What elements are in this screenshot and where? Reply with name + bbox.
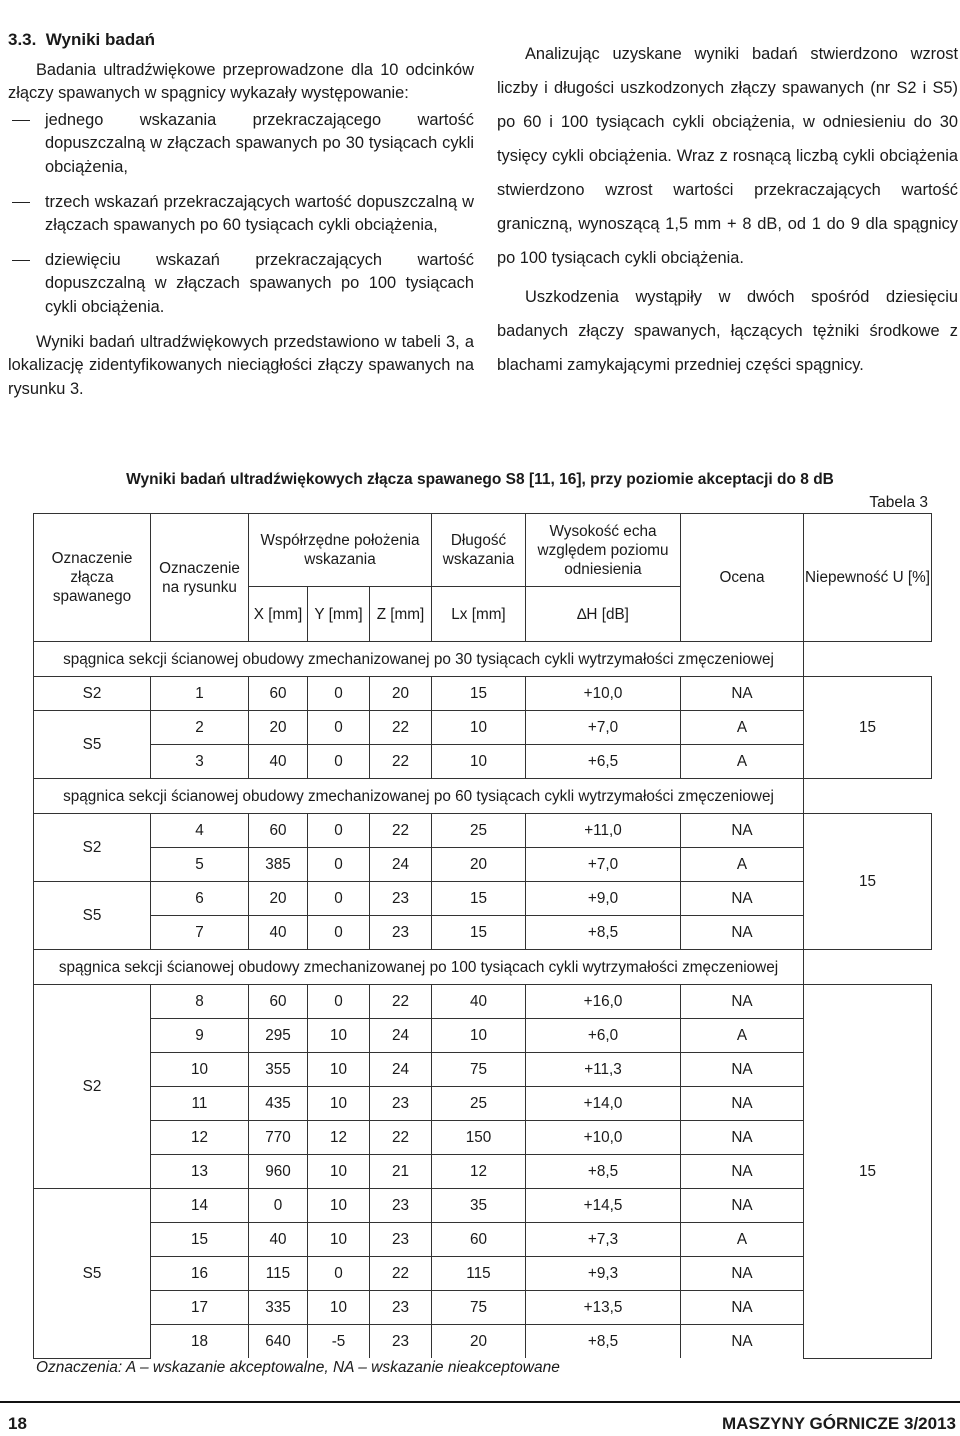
table-cell: 8: [151, 985, 249, 1019]
table-cell: 115: [249, 1257, 308, 1291]
table-cell: 10: [308, 1087, 370, 1121]
table-cell: 24: [370, 1019, 432, 1053]
header-rating: Ocena: [681, 514, 804, 642]
section-label: spągnica sekcji ścianowej obudowy zmechanizowanej po 100 tysiącach cykli wytrzymałości zmęczeniowej: [34, 950, 804, 985]
table-cell: 0: [308, 985, 370, 1019]
table-cell: 22: [370, 711, 432, 745]
table-cell: 12: [432, 1155, 526, 1189]
section-label: spągnica sekcji ścianowej obudowy zmechanizowanej po 30 tysiącach cykli wytrzymałości zmęczeniowej: [34, 642, 804, 677]
table-cell: 770: [249, 1121, 308, 1155]
table-cell: 23: [370, 882, 432, 916]
table-cell: +8,5: [526, 1155, 681, 1189]
table-cell: 0: [308, 916, 370, 950]
table-cell: 2: [151, 711, 249, 745]
table-section-row: [34, 779, 932, 814]
table-cell: 15: [151, 1223, 249, 1257]
table-cell: 13: [151, 1155, 249, 1189]
table-cell: 0: [308, 882, 370, 916]
table-cell: 40: [249, 1223, 308, 1257]
left-column: [8, 28, 474, 401]
list-item: jednego wskazania przekraczającego wartość dopuszczalną w złączach spawanych po 30 tysiącach cykli obciążenia,: [8, 109, 474, 180]
table-cell: 295: [249, 1019, 308, 1053]
table-cell: 385: [249, 848, 308, 882]
joint-cell: S2: [34, 985, 151, 1189]
table-cell: 60: [249, 677, 308, 711]
table-cell: +9,3: [526, 1257, 681, 1291]
table-cell: 60: [432, 1223, 526, 1257]
table-row: [34, 916, 932, 950]
table-cell: 17: [151, 1291, 249, 1325]
table-section-row: [34, 642, 932, 677]
header-joint: Oznaczenie złącza spawanego: [34, 514, 151, 642]
header-z: Z [mm]: [370, 587, 432, 642]
list-item: trzech wskazań przekraczających wartość dopuszczalną w złączach spawanych po 60 tysiącach cykli obciążenia,: [8, 191, 474, 238]
joint-cell: S2: [34, 814, 151, 882]
joint-cell: S5: [34, 1189, 151, 1359]
table-cell: NA: [681, 916, 804, 950]
header-coords: Współrzędne położenia wskazania: [249, 514, 432, 587]
table-cell: +8,5: [526, 1325, 681, 1359]
table-cell: 10: [308, 1155, 370, 1189]
results-table: [33, 513, 932, 1359]
table-cell: 22: [370, 745, 432, 779]
table-cell: 640: [249, 1325, 308, 1359]
right-column: [497, 37, 958, 382]
table-cell: 12: [151, 1121, 249, 1155]
table-cell: +14,0: [526, 1087, 681, 1121]
table-cell: 23: [370, 1325, 432, 1359]
table-cell: 60: [249, 985, 308, 1019]
list-item: dziewięciu wskazań przekraczających wartość dopuszczalną w złączach spawanych po 100 tysiącach cykli obciążenia.: [8, 249, 474, 320]
table-cell: +13,5: [526, 1291, 681, 1325]
table-row: [34, 1223, 932, 1257]
table-cell: +11,3: [526, 1053, 681, 1087]
table-cell: 435: [249, 1087, 308, 1121]
table-cell: +7,0: [526, 711, 681, 745]
table-cell: A: [681, 848, 804, 882]
table-row: [34, 1019, 932, 1053]
table-section-row: [34, 950, 932, 985]
table-cell: 10: [432, 1019, 526, 1053]
table-cell: 22: [370, 985, 432, 1019]
table-cell: 115: [432, 1257, 526, 1291]
table-cell: 15: [432, 916, 526, 950]
table-cell: NA: [681, 1325, 804, 1359]
table-cell: 24: [370, 848, 432, 882]
table-cell: +14,5: [526, 1189, 681, 1223]
header-x: X [mm]: [249, 587, 308, 642]
table-cell: 22: [370, 1121, 432, 1155]
table-cell: 6: [151, 882, 249, 916]
analysis-paragraph: Analizując uzyskane wyniki badań stwierdzono wzrost liczby i długości uszkodzonych złączy spawanych (nr S2 i S5) po 60 i 100 tysiącach cykli obciążenia, w odniesieniu do 30 tysięcy cykli obciążenia. Wraz z rosnącą liczbą cykli obciążenia stwierdzono wzrost wartości przekraczających wartość graniczną, wynoszącą 1,5 mm + 8 dB, od 1 do 9 dla spągnicy po 100 tysiącach cykli obciążenia.: [497, 45, 958, 267]
table-cell: 355: [249, 1053, 308, 1087]
table-cell: 21: [370, 1155, 432, 1189]
table-cell: 0: [308, 745, 370, 779]
table-cell: +8,5: [526, 916, 681, 950]
table-row: [34, 1053, 932, 1087]
uncertainty-cell: 15: [804, 985, 932, 1359]
table-cell: 16: [151, 1257, 249, 1291]
table-cell: 20: [432, 1325, 526, 1359]
table-cell: 20: [370, 677, 432, 711]
table-cell: 75: [432, 1053, 526, 1087]
table-cell: NA: [681, 1291, 804, 1325]
table-cell: 25: [432, 1087, 526, 1121]
table-row: [34, 1087, 932, 1121]
table-body: [34, 642, 932, 1359]
table-cell: 11: [151, 1087, 249, 1121]
page-number: 18: [8, 1414, 27, 1433]
table-cell: 20: [432, 848, 526, 882]
table-row: [34, 1189, 932, 1223]
table-caption: Wyniki badań ultradźwiękowych złącza spawanego S8 [11, 16], przy poziomie akceptacji do 8 dB: [126, 471, 834, 488]
table-cell: 0: [249, 1189, 308, 1223]
table-cell: 150: [432, 1121, 526, 1155]
joint-cell: S2: [34, 677, 151, 711]
table-cell: +9,0: [526, 882, 681, 916]
table-cell: 12: [308, 1121, 370, 1155]
table-cell: NA: [681, 1053, 804, 1087]
table-cell: A: [681, 1223, 804, 1257]
header-height: Wysokość echa względem poziomu odniesienia: [526, 514, 681, 587]
table-cell: 0: [308, 848, 370, 882]
table-cell: 23: [370, 1223, 432, 1257]
table-cell: 10: [308, 1189, 370, 1223]
table-cell: +7,3: [526, 1223, 681, 1257]
table-cell: NA: [681, 985, 804, 1019]
table-cell: 0: [308, 1257, 370, 1291]
table-cell: A: [681, 1019, 804, 1053]
table-row: [34, 677, 932, 711]
table-number: Tabela 3: [869, 494, 928, 511]
intro-paragraph: Badania ultradźwiękowe przeprowadzone dla 10 odcinków złączy spawanych w spągnicy wykazały występowanie:: [8, 60, 474, 103]
table-cell: 20: [249, 711, 308, 745]
table-cell: -5: [308, 1325, 370, 1359]
table-cell: NA: [681, 1087, 804, 1121]
table-cell: 10: [308, 1291, 370, 1325]
uncertainty-cell: 15: [804, 677, 932, 779]
table-cell: NA: [681, 677, 804, 711]
table-cell: 75: [432, 1291, 526, 1325]
journal-name: MASZYNY GÓRNICZE 3/2013: [722, 1414, 956, 1433]
table-cell: NA: [681, 1155, 804, 1189]
header-figure: Oznaczenie na rysunku: [151, 514, 249, 642]
table-cell: 24: [370, 1053, 432, 1087]
table-cell: 15: [432, 882, 526, 916]
table-row: [34, 711, 932, 745]
table-cell: 25: [432, 814, 526, 848]
table-cell: NA: [681, 882, 804, 916]
table-cell: 9: [151, 1019, 249, 1053]
table-row: [34, 985, 932, 1019]
joint-cell: S5: [34, 711, 151, 779]
table-cell: +6,0: [526, 1019, 681, 1053]
table-cell: 22: [370, 1257, 432, 1291]
header-dh: ∆H [dB]: [526, 587, 681, 642]
table-row: [34, 882, 932, 916]
table-cell: 10: [308, 1053, 370, 1087]
table-cell: 22: [370, 814, 432, 848]
table-cell: 60: [249, 814, 308, 848]
results-reference-paragraph: Wyniki badań ultradźwiękowych przedstawiono w tabeli 3, a lokalizację zidentyfikowanych nieciągłości złączy spawanych na rysunku 3.: [8, 332, 474, 398]
table-cell: 4: [151, 814, 249, 848]
table-legend: Oznaczenia: A – wskazanie akceptowalne, NA – wskazanie nieakceptowane: [36, 1359, 560, 1376]
table-cell: 23: [370, 916, 432, 950]
table-cell: 7: [151, 916, 249, 950]
table-cell: NA: [681, 814, 804, 848]
table-cell: 10: [432, 745, 526, 779]
findings-list: [8, 109, 474, 320]
table-row: [34, 1155, 932, 1189]
table-cell: NA: [681, 1189, 804, 1223]
table-cell: 10: [151, 1053, 249, 1087]
dash-bullet-icon: [12, 120, 30, 121]
table-cell: +6,5: [526, 745, 681, 779]
table-cell: 20: [249, 882, 308, 916]
table-cell: 15: [432, 677, 526, 711]
table-cell: 960: [249, 1155, 308, 1189]
table-cell: 10: [432, 711, 526, 745]
table-cell: 0: [308, 814, 370, 848]
table-cell: 5: [151, 848, 249, 882]
table-cell: 18: [151, 1325, 249, 1359]
section-title: 3.3. Wyniki badań: [8, 30, 156, 49]
table-cell: 14: [151, 1189, 249, 1223]
table-cell: A: [681, 745, 804, 779]
joint-cell: S5: [34, 882, 151, 950]
header-uncertainty: Niepewność U [%]: [804, 514, 932, 642]
header-y: Y [mm]: [308, 587, 370, 642]
damage-paragraph: Uszkodzenia wystąpiły w dwóch spośród dziesięciu badanych złączy spawanych, łączących tężniki środkowe z blachami zamykającymi przedniej części spągnicy.: [497, 288, 958, 374]
table-cell: 335: [249, 1291, 308, 1325]
table-row: [34, 814, 932, 848]
table-cell: NA: [681, 1121, 804, 1155]
table-row: [34, 1325, 932, 1359]
table-row: [34, 745, 932, 779]
table-cell: 10: [308, 1019, 370, 1053]
table-row: [34, 1291, 932, 1325]
table-cell: +7,0: [526, 848, 681, 882]
table-cell: 23: [370, 1087, 432, 1121]
table-cell: A: [681, 711, 804, 745]
table-row: [34, 1257, 932, 1291]
table-cell: 40: [249, 916, 308, 950]
table-cell: +16,0: [526, 985, 681, 1019]
table-cell: 0: [308, 711, 370, 745]
header-lx: Lx [mm]: [432, 587, 526, 642]
uncertainty-cell: 15: [804, 814, 932, 950]
table-cell: NA: [681, 1257, 804, 1291]
table-cell: 40: [432, 985, 526, 1019]
table-row: [34, 1121, 932, 1155]
table-cell: +10,0: [526, 677, 681, 711]
section-label: spągnica sekcji ścianowej obudowy zmechanizowanej po 60 tysiącach cykli wytrzymałości zmęczeniowej: [34, 779, 804, 814]
table-cell: 23: [370, 1291, 432, 1325]
footer-divider: [0, 1401, 960, 1403]
table-cell: 0: [308, 677, 370, 711]
table-cell: 1: [151, 677, 249, 711]
table-cell: 23: [370, 1189, 432, 1223]
table-cell: +11,0: [526, 814, 681, 848]
table-cell: 3: [151, 745, 249, 779]
table-cell: 40: [249, 745, 308, 779]
header-length: Długość wskazania: [432, 514, 526, 587]
table-row: [34, 848, 932, 882]
table-cell: 10: [308, 1223, 370, 1257]
table-cell: 35: [432, 1189, 526, 1223]
dash-bullet-icon: [12, 260, 30, 261]
dash-bullet-icon: [12, 202, 30, 203]
table-cell: +10,0: [526, 1121, 681, 1155]
